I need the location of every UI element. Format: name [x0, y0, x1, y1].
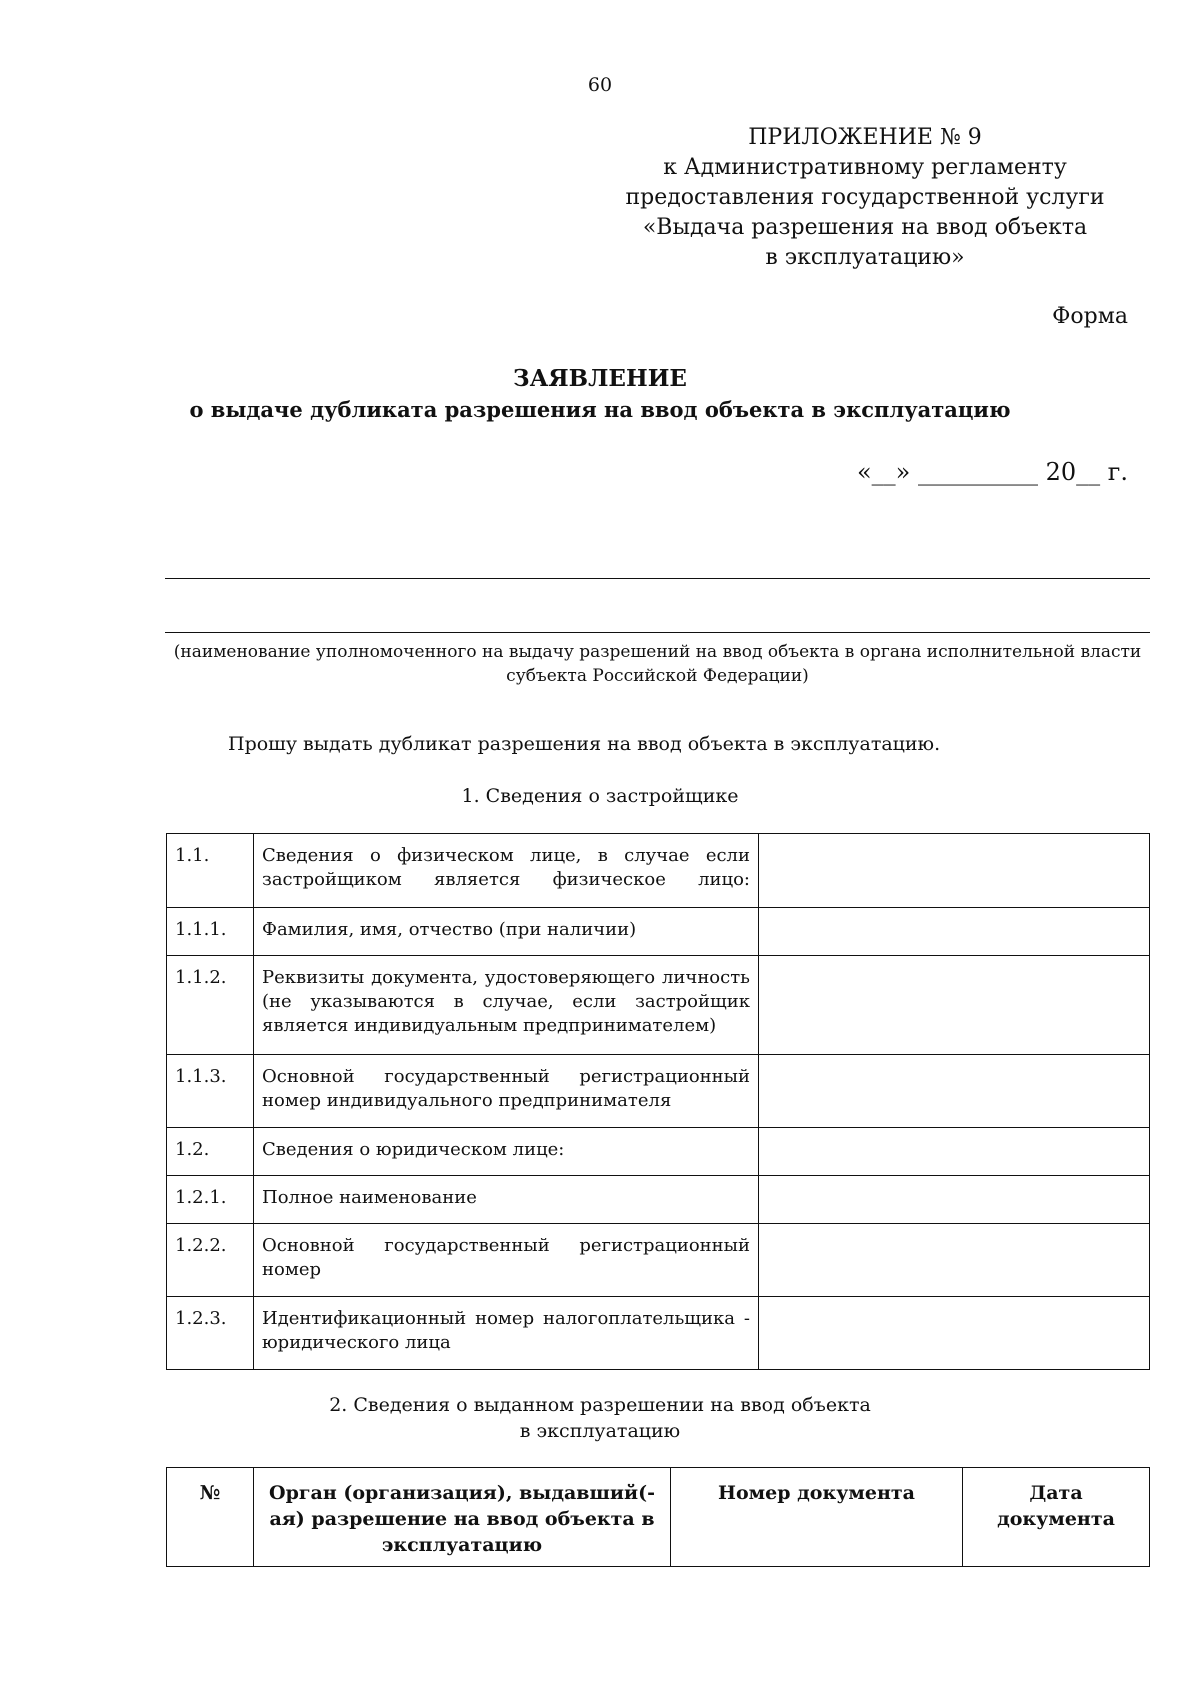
table-row — [167, 1297, 1150, 1370]
developer-info-table — [166, 833, 1150, 1370]
table-row — [167, 1224, 1150, 1297]
row-description: Идентификационный номер налогоплательщика - юридического лица — [254, 1297, 759, 1370]
document-title: ЗАЯВЛЕНИЕ — [513, 365, 687, 392]
table-row — [167, 908, 1150, 956]
row-description: Сведения о юридическом лице: — [254, 1128, 759, 1176]
row-description: Основной государственный регистрационный номер индивидуального предпринимателя — [254, 1055, 759, 1128]
header-document-date: Дата документа — [963, 1468, 1150, 1567]
section-1-title: 1. Сведения о застройщике — [461, 785, 739, 807]
form-label: Форма — [1052, 304, 1128, 329]
row-number: 1.2. — [167, 1128, 254, 1176]
row-description: Реквизиты документа, удостоверяющего личность (не указываются в случае, если застройщик является индивидуальным предпринимателем) — [254, 956, 759, 1055]
row-description: Основной государственный регистрационный номер — [254, 1224, 759, 1297]
section-2-title-line: в эксплуатацию — [519, 1420, 681, 1442]
caption-line: субъекта Российской Федерации) — [506, 666, 809, 686]
header-issuing-authority: Орган (организация), выдавший(-ая) разрешение на ввод объекта в эксплуатацию — [254, 1468, 671, 1567]
appendix-line: предоставления государственной услуги — [625, 185, 1105, 210]
row-description: Полное наименование — [254, 1176, 759, 1224]
row-value-cell[interactable] — [759, 1176, 1150, 1224]
table-row — [167, 1055, 1150, 1128]
row-number: 1.1.2. — [167, 956, 254, 1055]
row-description: Фамилия, имя, отчество (при наличии) — [254, 908, 759, 956]
authority-name-line-1[interactable] — [165, 578, 1150, 579]
appendix-number: ПРИЛОЖЕНИЕ № 9 — [748, 125, 982, 150]
row-number: 1.2.1. — [167, 1176, 254, 1224]
caption-line: (наименование уполномоченного на выдачу разрешений на ввод объекта в органа исполнительной власти — [173, 642, 1142, 662]
appendix-line: к Административному регламенту — [663, 155, 1067, 180]
row-number: 1.2.3. — [167, 1297, 254, 1370]
document-subtitle: о выдаче дубликата разрешения на ввод объекта в эксплуатацию — [189, 397, 1011, 422]
row-number: 1.1. — [167, 834, 254, 908]
authority-name-line-2[interactable] — [165, 632, 1150, 633]
row-value-cell[interactable] — [759, 1297, 1150, 1370]
header-document-number: Номер документа — [671, 1468, 963, 1567]
page-number: 60 — [587, 74, 613, 96]
row-value-cell[interactable] — [759, 834, 1150, 908]
appendix-line: «Выдача разрешения на ввод объекта — [642, 215, 1088, 240]
row-number: 1.2.2. — [167, 1224, 254, 1297]
issued-permit-table — [166, 1467, 1150, 1567]
row-description: Сведения о физическом лице, в случае если застройщиком является физическое лицо: — [254, 834, 759, 908]
table-row — [167, 956, 1150, 1055]
table-header-row — [167, 1468, 1150, 1567]
appendix-line: в эксплуатацию» — [765, 245, 965, 270]
header-number: № — [167, 1468, 254, 1567]
row-value-cell[interactable] — [759, 1224, 1150, 1297]
section-2-title — [0, 1392, 1200, 1444]
row-value-cell[interactable] — [759, 1055, 1150, 1128]
table-row — [167, 1128, 1150, 1176]
table-row — [167, 1176, 1150, 1224]
row-value-cell[interactable] — [759, 1128, 1150, 1176]
row-value-cell[interactable] — [759, 908, 1150, 956]
date-field[interactable]: «__» __________ 20__ г. — [857, 458, 1128, 486]
appendix-header — [600, 123, 1130, 273]
row-value-cell[interactable] — [759, 956, 1150, 1055]
section-2-title-line: 2. Сведения о выданном разрешении на ввод объекта — [329, 1394, 871, 1416]
authority-caption — [165, 640, 1150, 688]
row-number: 1.1.1. — [167, 908, 254, 956]
row-number: 1.1.3. — [167, 1055, 254, 1128]
request-text: Прошу выдать дубликат разрешения на ввод объекта в эксплуатацию. — [228, 733, 941, 755]
table-row — [167, 834, 1150, 908]
